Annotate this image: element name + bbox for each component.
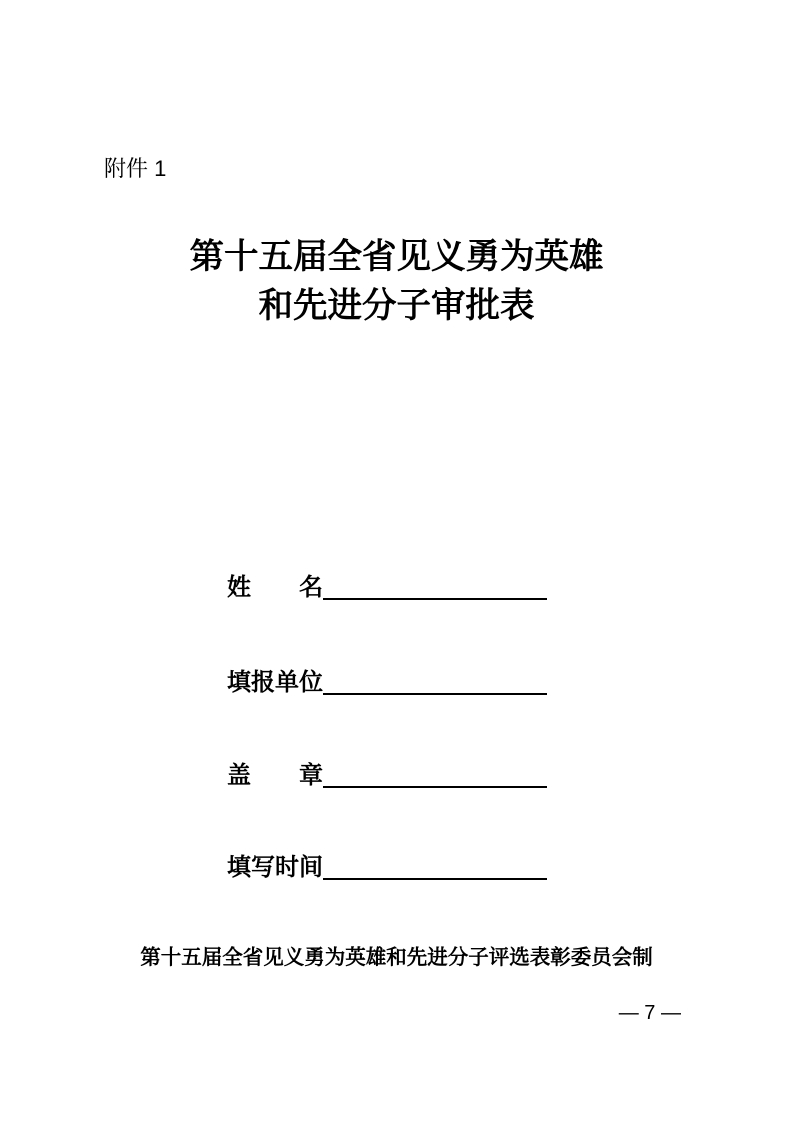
field-row-fill-date	[227, 853, 323, 883]
field-blank-line-seal	[323, 786, 547, 788]
page-number: — 7 —	[618, 1002, 681, 1024]
field-row-seal	[227, 761, 323, 791]
field-label-reporting-unit: 填报单位	[227, 669, 323, 696]
field-blank-line-fill-date	[323, 878, 547, 880]
field-blank-line-reporting-unit	[323, 693, 547, 695]
document-title	[0, 233, 793, 331]
title-line-1: 第十五届全省见义勇为英雄	[189, 238, 604, 276]
attachment-label: 附件 1	[104, 156, 167, 181]
field-row-name	[227, 573, 323, 603]
field-label-seal: 盖章	[227, 762, 323, 789]
title-line-2: 和先进分子审批表	[258, 287, 535, 325]
field-label-fill-date: 填写时间	[227, 854, 323, 881]
field-label-name: 姓名	[227, 574, 323, 601]
field-row-reporting-unit	[227, 668, 323, 698]
field-blank-line-name	[323, 598, 547, 600]
issuer-line: 第十五届全省见义勇为英雄和先进分子评选表彰委员会制	[140, 946, 653, 969]
